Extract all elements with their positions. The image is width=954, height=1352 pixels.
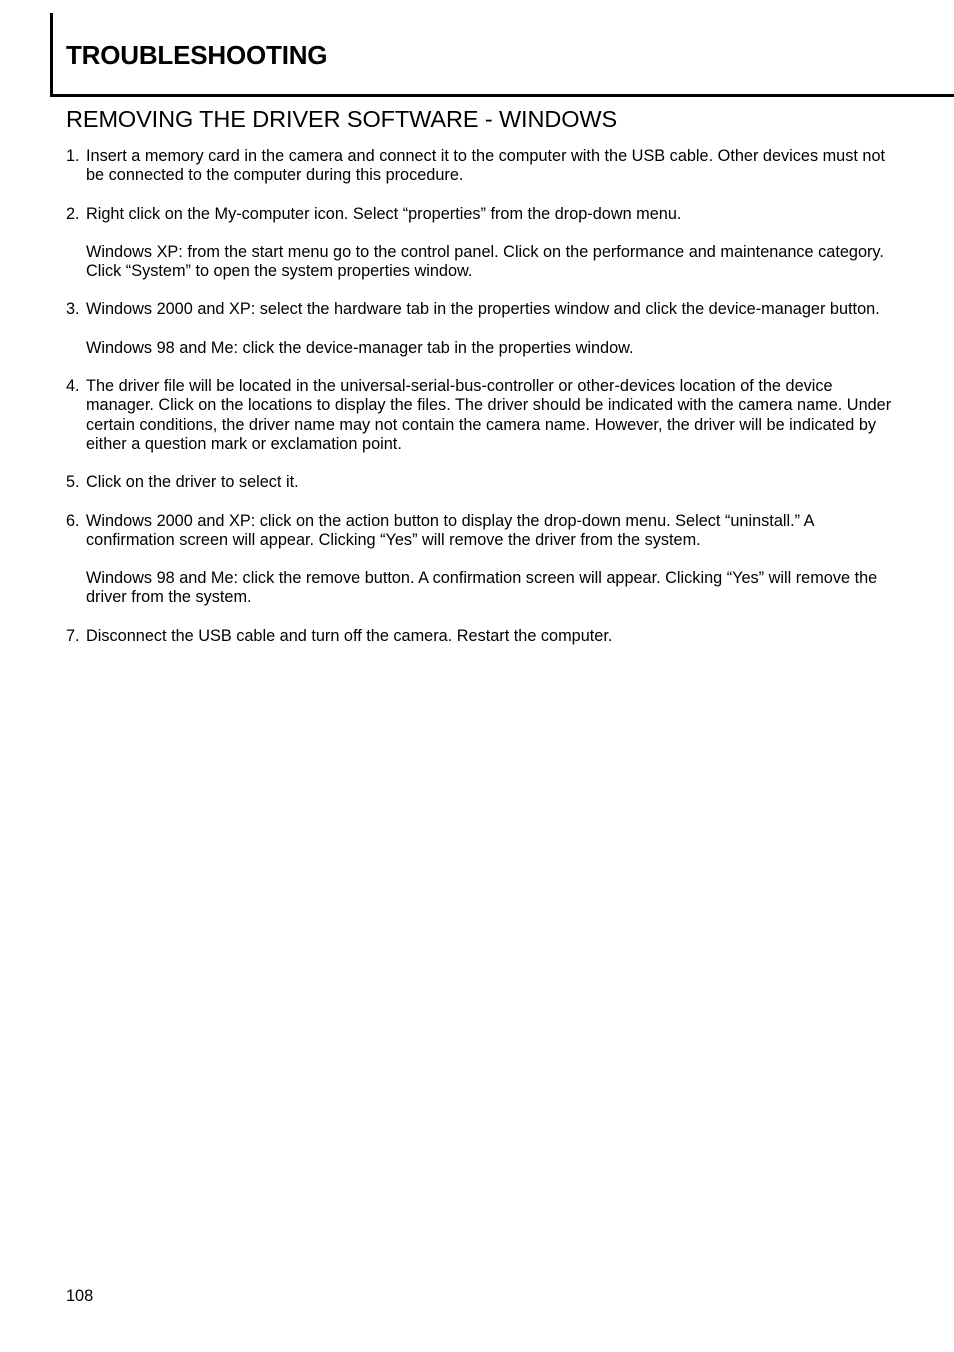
step-number: 6. [66, 511, 80, 530]
subsection-title: REMOVING THE DRIVER SOFTWARE - WINDOWS [66, 106, 618, 132]
step-body [86, 473, 896, 492]
step-paragraph: Windows 2000 and XP: select the hardware tab in the properties window and click the device-manager button. [86, 300, 880, 319]
step-2 [66, 205, 896, 282]
step-paragraph: Click on the driver to select it. [86, 473, 299, 492]
step-paragraph: Windows XP: from the start menu go to the control panel. Click on the performance and maintenance category. Click “System” to open the system properties window. [86, 242, 884, 281]
step-paragraph: Windows 98 and Me: click the device-manager tab in the properties window. [86, 338, 634, 357]
step-paragraph: The driver file will be located in the universal-serial-bus-controller or other-devices location of the device manager. Click on the locations to display the files. The driver should be indicated with the camera name. Under certain conditions, the driver name may not contain the camera name. However, the driver will be indicated by either a question mark or exclamation point. [86, 377, 892, 453]
step-6 [66, 512, 896, 608]
step-3 [66, 300, 896, 358]
step-number: 4. [66, 377, 80, 396]
step-body [86, 377, 896, 454]
step-paragraph: Right click on the My-computer icon. Select “properties” from the drop-down menu. [86, 204, 682, 223]
step-7 [66, 627, 896, 646]
step-paragraph: Insert a memory card in the camera and connect it to the computer with the USB cable. Other devices must not be connected to the computer during this procedure. [86, 147, 886, 185]
step-5 [66, 473, 896, 492]
step-paragraph: Windows 98 and Me: click the remove button. A confirmation screen will appear. Clicking “Yes” will remove the driver from the system. [86, 569, 878, 607]
step-1 [66, 147, 896, 186]
section-title: TROUBLESHOOTING [66, 40, 328, 70]
step-body [86, 205, 896, 282]
step-number: 3. [66, 300, 80, 319]
step-body [86, 512, 896, 608]
step-number: 2. [66, 204, 80, 223]
step-paragraph: Disconnect the USB cable and turn off the camera. Restart the computer. [86, 626, 613, 645]
page-number: 108 [66, 1287, 94, 1305]
step-4 [66, 377, 896, 454]
step-body [86, 627, 896, 646]
step-paragraph: Windows 2000 and XP: click on the action button to display the drop-down menu. Select “uninstall.” A confirmation screen will appear. Clicking “Yes” will remove the driver from the system. [86, 511, 814, 549]
step-number: 7. [66, 626, 80, 645]
steps-list [66, 147, 896, 646]
step-number: 1. [66, 147, 80, 165]
step-body [86, 300, 896, 358]
step-number: 5. [66, 473, 80, 492]
step-body [86, 147, 896, 186]
